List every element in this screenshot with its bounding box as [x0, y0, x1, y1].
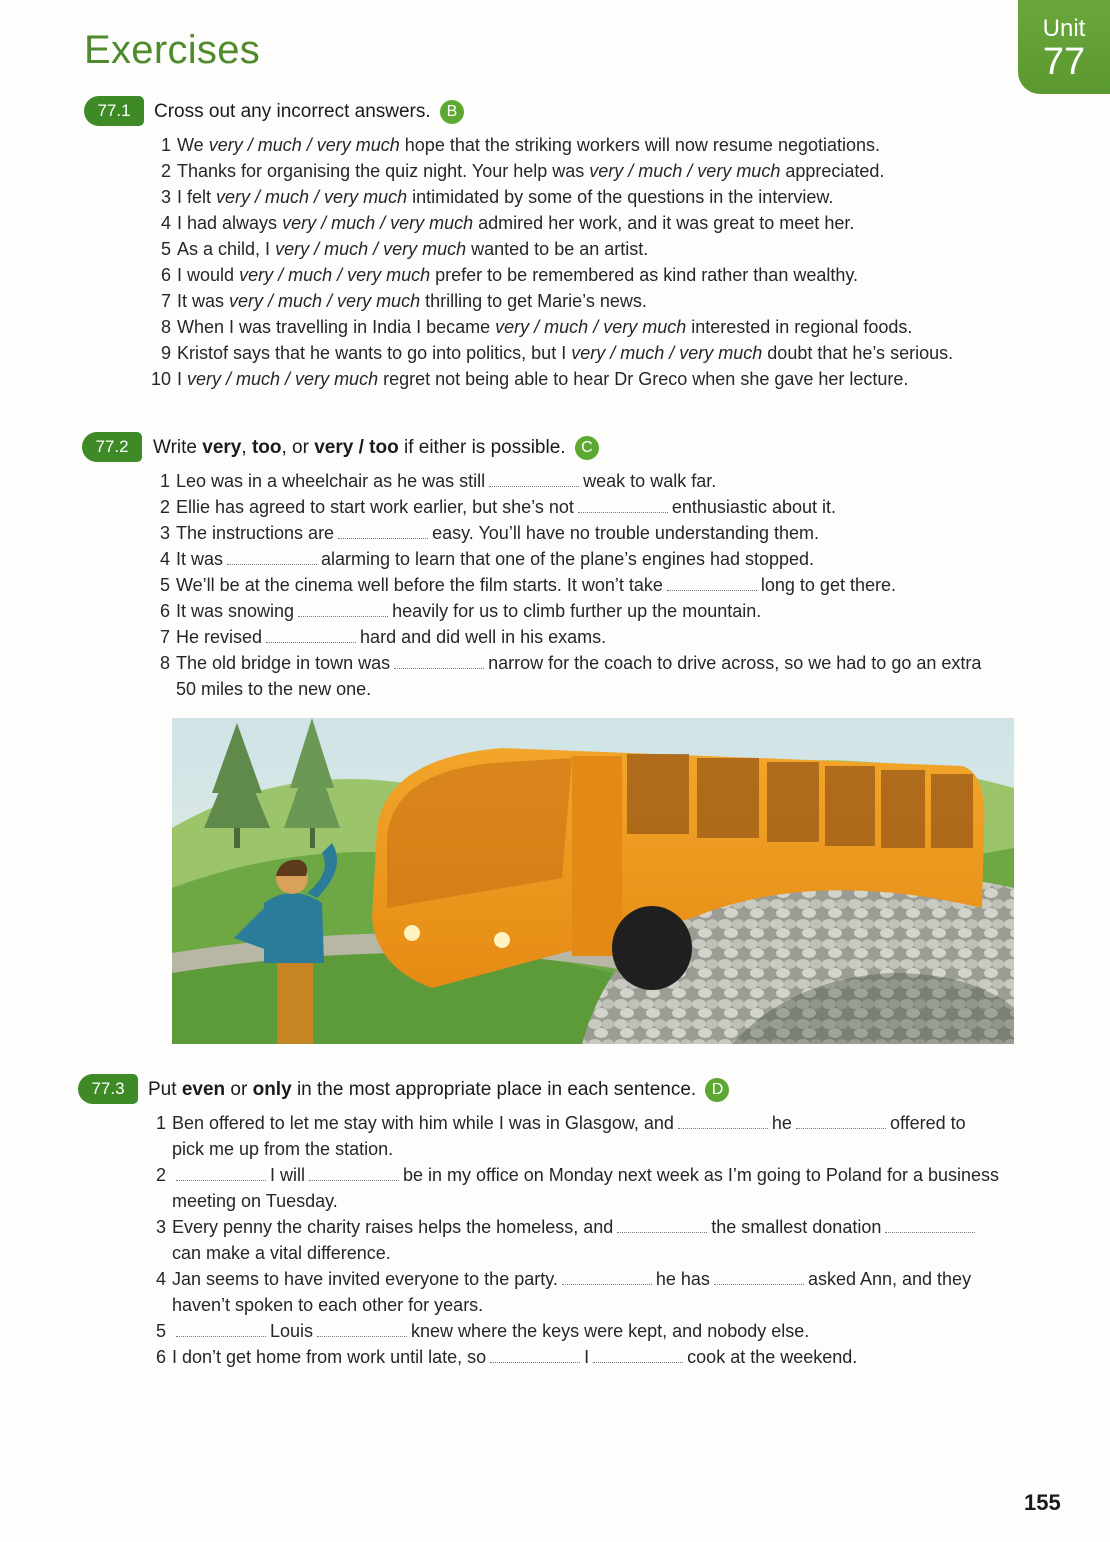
exercise-item — [155, 1318, 1002, 1344]
item-number: 4 — [159, 549, 170, 569]
item-text: he has — [655, 1269, 710, 1289]
exercise-item — [155, 1110, 1002, 1162]
item-number: 6 — [155, 1347, 166, 1367]
item-sentence — [176, 468, 996, 494]
item-text: I will — [270, 1165, 305, 1185]
item-text: be in my office on Monday next week as I’m going to Poland for a business meeting on Tuesday. — [172, 1165, 1000, 1211]
keyword-very: very — [202, 437, 242, 458]
keyword-too: too — [251, 437, 282, 458]
item-sentence — [172, 1318, 1002, 1344]
answer-options[interactable]: very / much / very much — [275, 239, 467, 259]
item-text: interested in regional foods. — [691, 317, 913, 337]
item-text: As a child, I — [177, 239, 271, 259]
item-text: intimidated by some of the questions in the interview. — [412, 187, 834, 207]
item-sentence — [176, 624, 996, 650]
item-sentence — [176, 494, 996, 520]
item-number: 4 — [160, 213, 171, 233]
item-number: 6 — [159, 601, 170, 621]
item-text: asked Ann, and they haven’t spoken to each other for years. — [172, 1269, 972, 1315]
item-sentence — [177, 340, 997, 366]
item-sentence — [176, 572, 996, 598]
item-text: thrilling to get Marie’s news. — [425, 291, 647, 311]
unit-label: Unit — [1042, 15, 1086, 42]
item-sentence — [176, 546, 996, 572]
item-number: 5 — [155, 1321, 166, 1341]
item-text: I felt — [177, 187, 212, 207]
exercise-item — [160, 210, 997, 236]
exercise-instruction — [153, 436, 599, 460]
answer-blank[interactable] — [227, 550, 317, 565]
item-number: 1 — [159, 471, 170, 491]
exercise-77-1 — [0, 96, 1110, 392]
answer-options[interactable]: very / much / very much — [208, 135, 400, 155]
item-text: prefer to be remembered as kind rather than wealthy. — [435, 265, 859, 285]
item-number: 6 — [160, 265, 171, 285]
instruction-sep: , or — [281, 437, 309, 458]
item-sentence — [172, 1266, 1002, 1318]
exercise-item — [159, 598, 996, 624]
item-number: 3 — [155, 1217, 166, 1237]
exercise-header — [0, 1074, 1110, 1110]
exercise-item — [155, 1266, 1002, 1318]
exercise-77-3 — [0, 1074, 1110, 1370]
item-text: regret not being able to hear Dr Greco when she gave her lecture. — [383, 369, 909, 389]
item-sentence — [172, 1344, 1002, 1370]
exercise-item — [159, 624, 996, 650]
item-text: weak to walk far. — [583, 471, 717, 491]
answer-options[interactable]: very / much / very much — [589, 161, 781, 181]
item-text: hard and did well in his exams. — [360, 627, 607, 647]
item-text: wanted to be an artist. — [471, 239, 649, 259]
item-text: Kristof says that he wants to go into politics, but I — [177, 343, 567, 363]
answer-options[interactable]: very / much / very much — [239, 265, 431, 285]
item-number: 7 — [160, 291, 171, 311]
headlight — [494, 932, 510, 948]
answer-blank[interactable] — [667, 576, 757, 591]
bus-door — [572, 756, 622, 956]
item-text: We’ll be at the cinema well before the film starts. It won’t take — [176, 575, 663, 595]
exercise-item — [159, 546, 996, 572]
bus-wheel — [612, 906, 692, 990]
item-text: I don’t get home from work until late, so — [172, 1347, 487, 1367]
instruction-sep: or — [230, 1079, 248, 1100]
item-sentence — [176, 650, 996, 702]
exercise-77-2 — [0, 432, 1110, 702]
answer-blank[interactable] — [394, 654, 484, 669]
item-text: I — [177, 369, 183, 389]
item-text: Thanks for organising the quiz night. Your help was — [177, 161, 585, 181]
exercise-instruction — [148, 1078, 729, 1102]
keyword-very-too: very / too — [314, 437, 399, 458]
item-number: 8 — [159, 653, 170, 673]
item-text: It was — [177, 291, 225, 311]
instruction-text: Put — [148, 1079, 177, 1100]
item-text: doubt that he’s serious. — [767, 343, 954, 363]
item-text: cook at the weekend. — [687, 1347, 858, 1367]
answer-blank[interactable] — [266, 628, 356, 643]
exercise-item — [160, 340, 997, 366]
exercise-items — [151, 132, 997, 392]
item-text: The old bridge in town was — [176, 653, 391, 673]
answer-blank[interactable] — [490, 1348, 580, 1363]
item-text: alarming to learn that one of the plane’s engines had stopped. — [321, 549, 815, 569]
item-number: 1 — [155, 1113, 166, 1133]
answer-options[interactable]: very / much / very much — [229, 291, 421, 311]
page-title: Exercises — [84, 28, 261, 72]
item-sentence — [172, 1162, 1002, 1214]
exercise-item — [155, 1162, 1002, 1214]
section-ref-badge: B — [440, 100, 464, 124]
item-sentence — [177, 210, 997, 236]
item-text: He revised — [176, 627, 263, 647]
instruction-text: Cross out any incorrect answers. — [154, 101, 431, 122]
answer-options[interactable]: very / much / very much — [571, 343, 763, 363]
answer-blank[interactable] — [796, 1114, 886, 1129]
keyword-only: only — [252, 1079, 292, 1100]
item-text: admired her work, and it was great to meet her. — [478, 213, 855, 233]
item-text: We — [177, 135, 204, 155]
item-number: 4 — [155, 1269, 166, 1289]
answer-blank[interactable] — [593, 1348, 683, 1363]
exercise-header — [0, 432, 1110, 468]
page-number: 155 — [1024, 1490, 1061, 1515]
exercise-item — [159, 494, 996, 520]
item-text: Ellie has agreed to start work earlier, but she’s not — [176, 497, 574, 517]
exercise-item — [160, 288, 997, 314]
exercise-item — [159, 650, 996, 702]
exercise-number-badge: 77.2 — [82, 432, 142, 462]
item-number: 5 — [160, 239, 171, 259]
answer-options[interactable]: very / much / very much — [187, 369, 379, 389]
answer-blank[interactable] — [309, 1166, 399, 1181]
item-text: Jan seems to have invited everyone to the party. — [172, 1269, 558, 1289]
illustration-svg — [172, 718, 1014, 1044]
answer-blank[interactable] — [714, 1270, 804, 1285]
item-text: I — [584, 1347, 590, 1367]
exercise-item — [160, 184, 997, 210]
exercise-item — [155, 1214, 1002, 1266]
exercise-header — [0, 96, 1110, 132]
item-sentence — [177, 132, 997, 158]
item-sentence — [172, 1214, 1002, 1266]
item-number: 2 — [160, 161, 171, 181]
exercise-item — [160, 132, 997, 158]
item-number: 2 — [155, 1165, 166, 1185]
instruction-text: Write — [153, 437, 197, 458]
item-sentence — [177, 288, 997, 314]
item-sentence — [177, 314, 997, 340]
item-sentence — [177, 184, 997, 210]
item-text: can make a vital difference. — [172, 1243, 391, 1263]
answer-blank[interactable] — [885, 1218, 975, 1233]
section-ref-badge: C — [575, 436, 599, 460]
item-text: offered to pick me up from the station. — [172, 1113, 966, 1159]
item-text: I had always — [177, 213, 278, 233]
instruction-text: in the most appropriate place in each sentence. — [296, 1079, 697, 1100]
exercise-item — [159, 572, 996, 598]
item-sentence — [176, 598, 996, 624]
item-text: When I was travelling in India I became — [177, 317, 491, 337]
item-number: 10 — [151, 369, 172, 389]
item-text: knew where the keys were kept, and nobody else. — [411, 1321, 810, 1341]
section-ref-badge: D — [705, 1078, 729, 1102]
answer-blank[interactable] — [176, 1166, 266, 1181]
item-sentence — [172, 1110, 1002, 1162]
unit-number: 77 — [1042, 41, 1086, 83]
item-number: 8 — [160, 317, 171, 337]
exercise-item — [159, 468, 996, 494]
exercise-item — [160, 314, 997, 340]
item-text: easy. You’ll have no trouble understanding them. — [432, 523, 820, 543]
answer-blank[interactable] — [317, 1322, 407, 1337]
exercise-item — [160, 236, 997, 262]
exercise-item — [159, 520, 996, 546]
item-text: enthusiastic about it. — [671, 497, 836, 517]
answer-options[interactable]: very / much / very much — [282, 213, 474, 233]
item-text: Ben offered to let me stay with him while I was in Glasgow, and — [172, 1113, 674, 1133]
answer-blank[interactable] — [678, 1114, 768, 1129]
item-text: the smallest donation — [711, 1217, 882, 1237]
item-text: I would — [177, 265, 235, 285]
exercise-number-badge: 77.1 — [84, 96, 144, 126]
item-sentence — [177, 262, 997, 288]
item-text: Leo was in a wheelchair as he was still — [176, 471, 486, 491]
instruction-sep: , — [241, 437, 247, 458]
item-sentence — [177, 236, 997, 262]
exercise-items — [159, 468, 996, 702]
item-text: The instructions are — [176, 523, 335, 543]
item-text: narrow for the coach to drive across, so we had to go an extra 50 miles to the new one. — [176, 653, 982, 699]
item-number: 5 — [159, 575, 170, 595]
item-text: Every penny the charity raises helps the homeless, and — [172, 1217, 614, 1237]
exercise-item — [160, 262, 997, 288]
answer-blank[interactable] — [562, 1270, 652, 1285]
item-sentence — [177, 366, 997, 392]
item-text: Louis — [270, 1321, 314, 1341]
item-text: long to get there. — [760, 575, 896, 595]
exercise-item — [160, 158, 997, 184]
item-text: It was — [176, 549, 224, 569]
exercise-number-badge: 77.3 — [78, 1074, 138, 1104]
headlight — [404, 925, 420, 941]
item-text: It was snowing — [176, 601, 295, 621]
item-text: he — [771, 1113, 792, 1133]
item-number: 3 — [160, 187, 171, 207]
item-sentence — [177, 158, 997, 184]
answer-blank[interactable] — [176, 1322, 266, 1337]
answer-options[interactable]: very / much / very much — [495, 317, 687, 337]
item-text: appreciated. — [785, 161, 885, 181]
exercise-item — [151, 366, 997, 392]
keyword-even: even — [181, 1079, 226, 1100]
item-text: hope that the striking workers will now resume negotiations. — [404, 135, 881, 155]
answer-blank[interactable] — [298, 602, 388, 617]
exercise-instruction — [154, 100, 464, 124]
answer-options[interactable]: very / much / very much — [216, 187, 408, 207]
item-number: 7 — [159, 627, 170, 647]
coach-bridge-illustration — [172, 718, 1014, 1044]
instruction-text: if either is possible. — [403, 437, 566, 458]
answer-blank[interactable] — [578, 498, 668, 513]
item-number: 2 — [159, 497, 170, 517]
answer-blank[interactable] — [617, 1218, 707, 1233]
unit-tab — [1018, 0, 1110, 94]
item-text: heavily for us to climb further up the mountain. — [392, 601, 762, 621]
exercise-items — [155, 1110, 1002, 1370]
item-number: 1 — [160, 135, 171, 155]
item-number: 9 — [160, 343, 171, 363]
item-sentence — [176, 520, 996, 546]
item-number: 3 — [159, 523, 170, 543]
exercise-item — [155, 1344, 1002, 1370]
answer-blank[interactable] — [338, 524, 428, 539]
answer-blank[interactable] — [489, 472, 579, 487]
